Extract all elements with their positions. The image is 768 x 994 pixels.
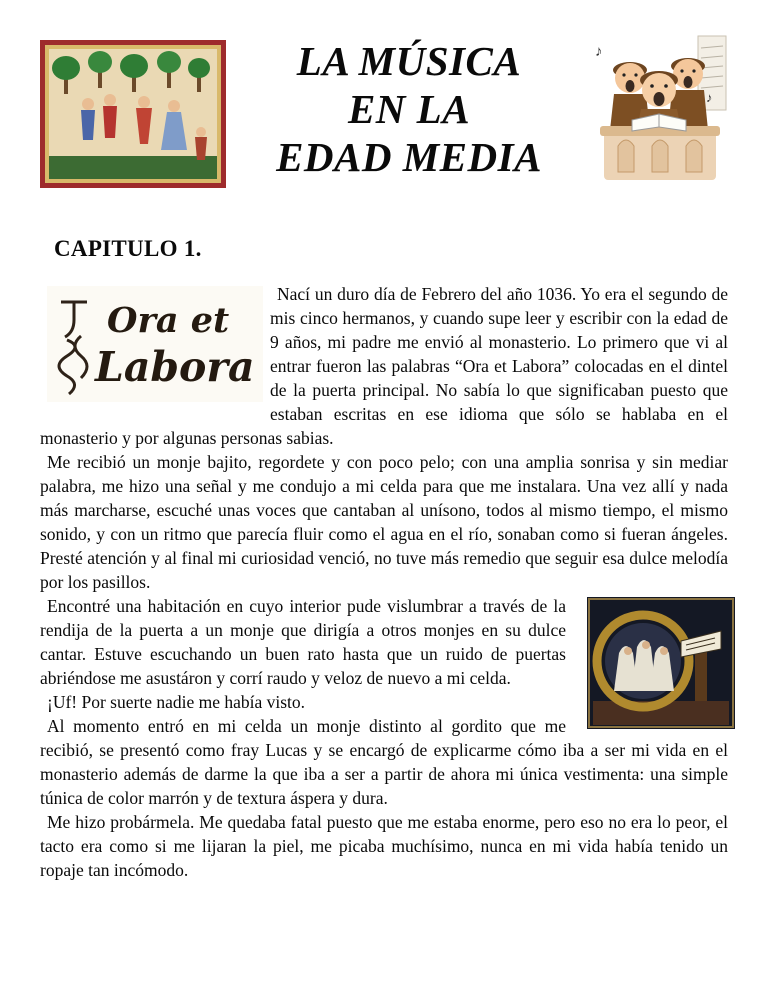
ora-et-labora-illustration — [40, 286, 256, 402]
paragraph-text: Nací un duro día de Febrero del año 1036. Yo era el segundo de mis cinco hermanos, y cuando supe leer y escribir con la edad de 9 años, mi padre me envió al monasterio. Lo primero que vi al entrar fueron las palabras “Ora et Labora” colocadas en el dintel de la puerta principal. No sabía lo que significaban puesto que estaban escritas en ese idioma que sólo se hablaba en el monasterio y por algunas personas sabias. — [40, 284, 728, 448]
ora-et-text: Ora et — [107, 300, 230, 341]
title-line-3: EDAD MEDIA — [276, 133, 542, 180]
lectern — [600, 126, 720, 180]
labora-text: Labora — [95, 343, 255, 391]
chapter-heading: CAPITULO 1. — [54, 236, 202, 261]
chanting-monks-illustration — [580, 597, 728, 729]
paragraph-text: Encontré una habitación en cuyo interior pude vislumbrar a través de la rendija de la puerta a un monje que dirigía a otros monjes en su dulce cantar. Estuve escuchando un buen rato hasta que un ruido de puertas abriéndose me asustáron y corrí raudo y veloz de nuevo a mi celda. — [40, 596, 566, 688]
chanting-monks-image — [587, 597, 735, 729]
document-body — [40, 282, 728, 882]
paragraph-text: Al momento entró en mi celda un monje distinto al gordito que me recibió, se presentó como fray Lucas y se encargó de explicarme cómo iba a ser mi vida en el monasterio además de darme la que iba a ser a partir de ahora mi única vestimenta: una simple túnica de color marrón y de textura áspera y dura. — [40, 716, 728, 808]
paragraph-2 — [40, 450, 728, 594]
singing-monks-cartoon-illustration — [592, 30, 728, 190]
paragraph-text: Me recibió un monje bajito, regordete y con poco pelo; con una amplia sonrisa y sin mediar palabra, me hizo una señal y me condujo a mi celda para que me instalara. Una vez allí y nada más marcharse, escuché unas voces que cantaban al unísono, todos al mismo tiempo, el mismo sonido, y con un ritmo que parecía fluir como el agua en el río, sonaban como si fueran ángeles. Presté atención y al final mi curiosidad venció, no tuve más remedio que seguir esa dulce melodía por los pasillos. — [40, 452, 728, 592]
singing-monks-image — [592, 30, 728, 190]
title-line-1: LA MÚSICA — [296, 38, 522, 84]
document-title — [226, 30, 592, 182]
medieval-garden-illustration — [40, 40, 226, 188]
ora-et-labora-image — [47, 286, 263, 402]
music-note-icon: ♪ — [595, 44, 603, 60]
paragraph-1 — [40, 282, 728, 450]
music-note-icon: ♪ — [706, 90, 713, 105]
document-header — [40, 30, 728, 190]
paragraph-text: ¡Uf! Por suerte nadie me había visto. — [47, 692, 306, 712]
title-line-2: EN LA — [347, 85, 471, 132]
ground — [49, 156, 217, 179]
paragraph-3 — [40, 594, 728, 690]
medieval-garden-image — [40, 40, 226, 188]
paragraph-text: Me hizo probármela. Me quedaba fatal puesto que me estaba enorme, pero eso no era lo peor, el tacto era como si me lijaran la piel, me picaba muchísimo, nunca en mi vida había tenido un ropaje tan incómodo. — [40, 812, 728, 880]
paragraph-6 — [40, 810, 728, 882]
